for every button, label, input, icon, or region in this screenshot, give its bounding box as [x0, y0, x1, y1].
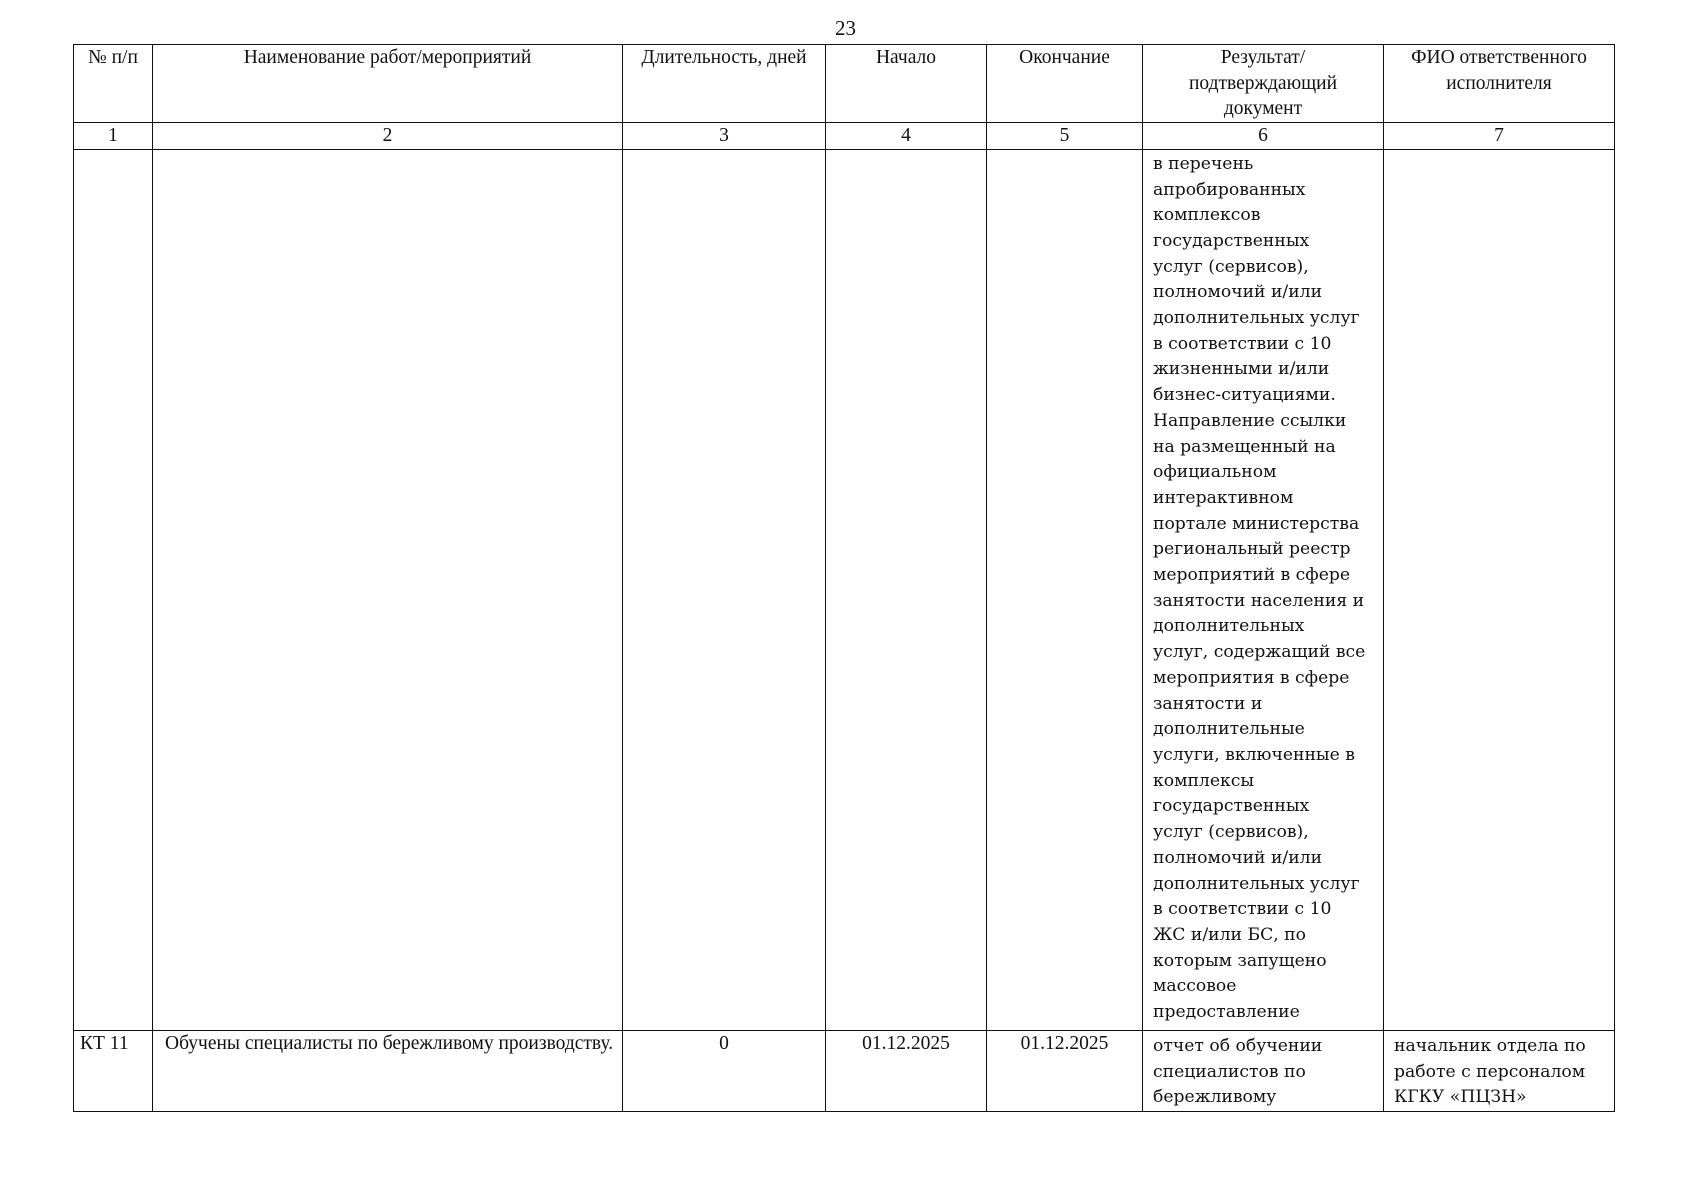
table-row-kt11 — [74, 1030, 1615, 1111]
row-result: отчет об обучении специалистов по бережливому — [1143, 1030, 1384, 1111]
header-end: Окончание — [987, 45, 1143, 123]
header-responsible: ФИО ответственного исполнителя — [1384, 45, 1615, 123]
result-line: ЖС и/или БС, по — [1153, 924, 1306, 945]
result-line: апробированных — [1153, 179, 1306, 200]
row-task-name: Обучены специалисты по бережливому производству. — [153, 1030, 623, 1111]
result-line: мероприятий в сфере — [1153, 565, 1351, 586]
result-line: услуг, содержащий все — [1153, 642, 1366, 663]
result-line: занятости населения и — [1153, 590, 1365, 611]
result-line: занятости и — [1153, 693, 1263, 714]
header-number: № п/п — [74, 45, 153, 123]
result-line: дополнительных услуг — [1153, 873, 1360, 894]
header-result: Результат/ подтверждающий документ — [1143, 45, 1384, 123]
empty-cell — [987, 149, 1143, 1030]
empty-cell — [153, 149, 623, 1030]
column-number: 7 — [1384, 123, 1615, 150]
result-line: массовое — [1153, 976, 1237, 997]
result-cell-continued — [1143, 149, 1384, 1030]
result-line: полномочий и/или — [1153, 282, 1323, 303]
empty-cell — [623, 149, 826, 1030]
result-line: полномочий и/или — [1153, 847, 1323, 868]
result-line: бизнес-ситуациями. — [1153, 385, 1336, 406]
empty-cell — [826, 149, 987, 1030]
result-line: региональный реестр — [1153, 539, 1351, 560]
result-line: интерактивном — [1153, 487, 1294, 508]
empty-cell — [1384, 149, 1615, 1030]
header-duration: Длительность, дней — [623, 45, 826, 123]
column-number: 5 — [987, 123, 1143, 150]
row-duration: 0 — [623, 1030, 826, 1111]
result-line: портале министерства — [1153, 513, 1360, 534]
result-line: на размещенный на — [1153, 436, 1336, 457]
result-line: государственных — [1153, 230, 1310, 251]
table-row-continued — [74, 149, 1615, 1030]
column-number-row — [74, 123, 1615, 150]
result-line: жизненными и/или — [1153, 359, 1330, 380]
result-line: официальном — [1153, 462, 1277, 483]
result-line: в соответствии с 10 — [1153, 899, 1332, 920]
column-number: 4 — [826, 123, 987, 150]
column-number: 1 — [74, 123, 153, 150]
result-line: в перечень — [1153, 153, 1254, 174]
plan-table — [73, 44, 1615, 1112]
column-number: 2 — [153, 123, 623, 150]
column-number: 6 — [1143, 123, 1384, 150]
result-line: услуги, включенные в — [1153, 744, 1355, 765]
header-row — [74, 45, 1615, 123]
result-line: услуг (сервисов), — [1153, 822, 1309, 843]
result-line: дополнительных услуг — [1153, 308, 1360, 329]
row-id: КТ 11 — [74, 1030, 153, 1111]
result-line: государственных — [1153, 796, 1310, 817]
result-line: услуг (сервисов), — [1153, 256, 1309, 277]
result-line: дополнительные — [1153, 719, 1305, 740]
row-end-date: 01.12.2025 — [987, 1030, 1143, 1111]
row-responsible: начальник отдела по работе с персоналом КГКУ «ПЦЗН» — [1384, 1030, 1615, 1111]
header-start: Начало — [826, 45, 987, 123]
result-line: в соответствии с 10 — [1153, 333, 1332, 354]
result-line: дополнительных — [1153, 616, 1305, 637]
result-line: которым запущено — [1153, 950, 1327, 971]
row-start-date: 01.12.2025 — [826, 1030, 987, 1111]
result-line: предоставление — [1153, 1002, 1300, 1023]
page-number: 23 — [835, 16, 856, 40]
header-name: Наименование работ/мероприятий — [153, 45, 623, 123]
result-line: мероприятия в сфере — [1153, 667, 1350, 688]
result-line: Направление ссылки — [1153, 410, 1347, 431]
column-number: 3 — [623, 123, 826, 150]
result-line: комплексы — [1153, 770, 1255, 791]
empty-cell — [74, 149, 153, 1030]
result-line: комплексов — [1153, 205, 1261, 226]
